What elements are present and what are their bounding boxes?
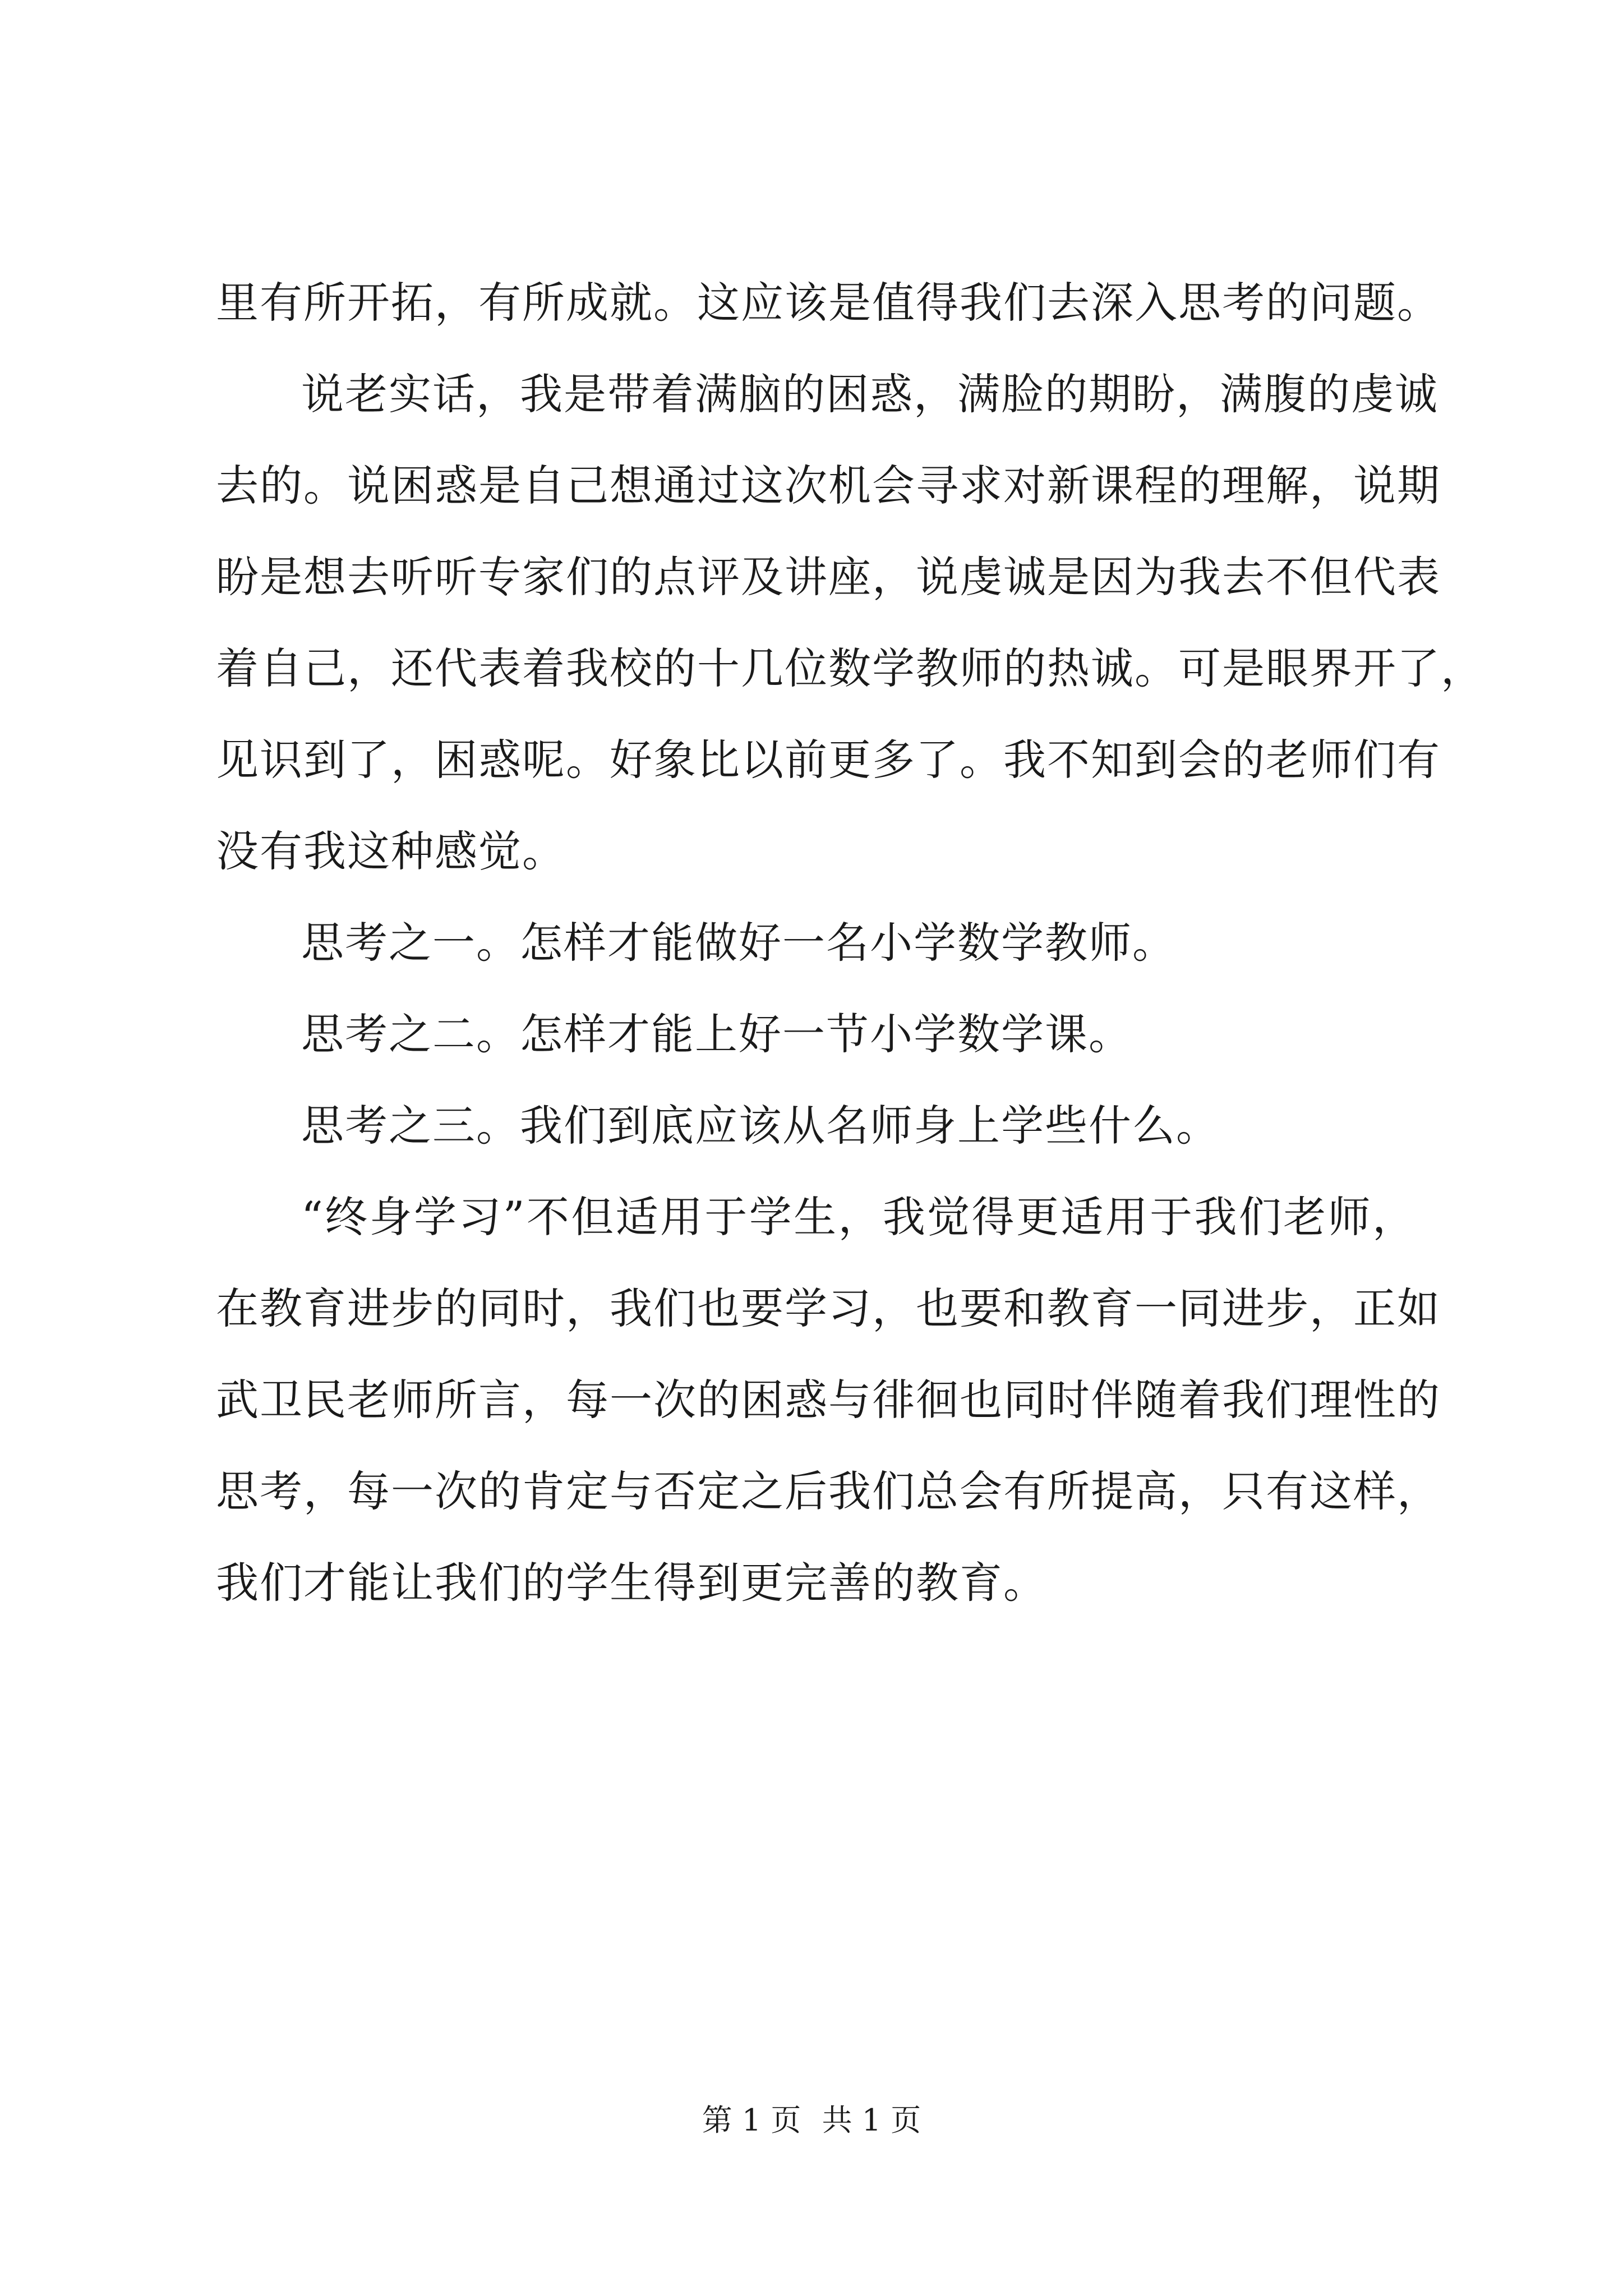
text-line-10: 思考之三。我们到底应该从名师身上学些什么。	[301, 1101, 1220, 1151]
page-number-label: 第 1 页	[702, 2102, 801, 2138]
text-line-1: 里有所开拓，有所成就。这应该是值得我们去深入思考的问题。	[216, 278, 1441, 328]
text-line-6: 见识到了，困惑呢。好象比以前更多了。我不知到会的老师们有	[216, 735, 1441, 785]
text-line-9: 思考之二。怎样才能上好一节小学数学课。	[301, 1009, 1132, 1059]
text-line-8: 思考之一。怎样才能做好一名小学数学教师。	[301, 918, 1176, 968]
page-footer	[0, 2098, 1623, 2143]
text-line-13: 武卫民老师所言，每一次的困惑与徘徊也同时伴随着我们理性的	[216, 1375, 1441, 1425]
text-line-11: “终身学习”不但适用于学生，我觉得更适用于我们老师，	[301, 1192, 1416, 1242]
text-line-5: 着自己，还代表着我校的十几位数学教师的热诚。可是眼界开了，	[216, 643, 1484, 693]
text-line-7: 没有我这种感觉。	[216, 826, 566, 876]
text-line-2: 说老实话，我是带着满脑的困惑，满脸的期盼，满腹的虔诚	[301, 369, 1438, 419]
total-pages-label: 共 1 页	[822, 2102, 921, 2138]
text-line-3: 去的。说困惑是自己想通过这次机会寻求对新课程的理解，说期	[216, 461, 1441, 510]
text-line-12: 在教育进步的同时，我们也要学习，也要和教育一同进步，正如	[216, 1283, 1441, 1333]
text-line-15: 我们才能让我们的学生得到更完善的教育。	[216, 1558, 1047, 1608]
text-line-4: 盼是想去听听专家们的点评及讲座，说虔诚是因为我去不但代表	[216, 552, 1441, 602]
document-body	[216, 257, 1484, 1628]
text-line-14: 思考，每一次的肯定与否定之后我们总会有所提高，只有这样，	[216, 1466, 1441, 1516]
